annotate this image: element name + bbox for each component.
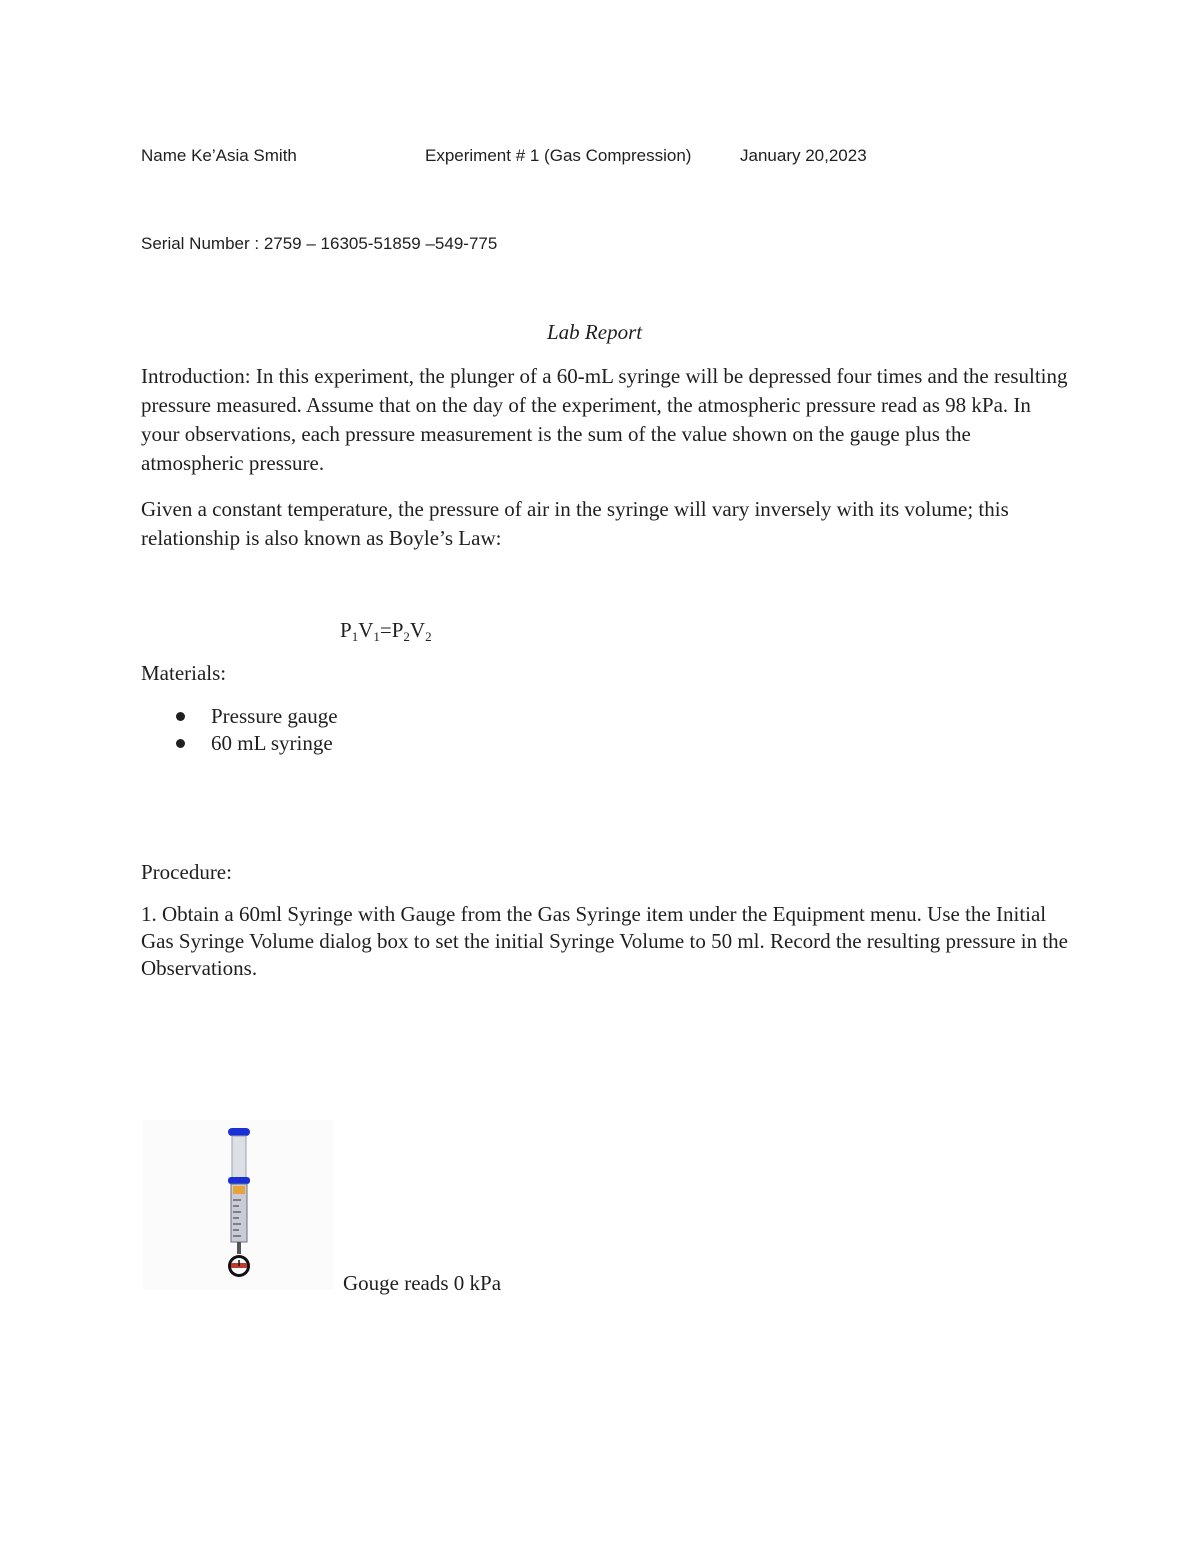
- procedure-step-1: 1. Obtain a 60ml Syringe with Gauge from the Gas Syringe item under the Equipment menu. Use the Initial Gas Syringe Volume dialog box to set the initial Syringe Volume to 50 ml. Record the resulting pressure in the Observations.: [141, 902, 1069, 980]
- material-label: Pressure gauge: [211, 704, 338, 728]
- material-label: 60 mL syringe: [211, 731, 333, 755]
- serial-number: Serial Number : 2759 – 16305-51859 –549-775: [141, 234, 498, 253]
- eq-v1: V: [358, 618, 374, 642]
- experiment-title: Experiment # 1 (Gas Compression): [425, 146, 692, 165]
- boyle-equation: [340, 616, 432, 645]
- eq-sub2: 1: [373, 629, 380, 644]
- student-name: Name Ke’Asia Smith: [141, 146, 297, 165]
- procedure-heading: Procedure:: [141, 860, 232, 884]
- figure-caption: Gouge reads 0 kPa: [343, 1271, 502, 1295]
- materials-heading: Materials:: [141, 661, 227, 685]
- bullet-icon: [176, 739, 185, 748]
- eq-sub4: 2: [425, 629, 432, 644]
- materials-list: [141, 703, 338, 757]
- bullet-icon: [176, 712, 185, 721]
- eq-p1: P: [340, 618, 352, 642]
- list-item: [141, 703, 338, 730]
- list-item: [141, 730, 338, 757]
- page-title: Lab Report: [547, 320, 643, 344]
- eq-equals: =: [379, 618, 392, 642]
- eq-p2: P: [391, 618, 404, 642]
- boyle-paragraph: Given a constant temperature, the pressure of air in the syringe will vary inversely with its volume; this relationship is also known as Boyle’s Law:: [141, 497, 1009, 550]
- eq-v2: V: [409, 618, 426, 642]
- syringe-with-gauge-icon: [143, 1120, 333, 1290]
- eq-sub1: 1: [351, 629, 359, 644]
- report-date: January 20,2023: [740, 146, 867, 165]
- syringe-figure: [143, 1120, 333, 1290]
- eq-sub3: 2: [403, 629, 410, 644]
- introduction-paragraph: Introduction: In this experiment, the plunger of a 60-mL syringe will be depressed four times and the resulting pressure measured. Assume that on the day of the experiment, the atmospheric pressure read as 98 kPa. In your observations, each pressure measurement is the sum of the value shown on the gauge plus the atmospheric pressure.: [141, 364, 1068, 475]
